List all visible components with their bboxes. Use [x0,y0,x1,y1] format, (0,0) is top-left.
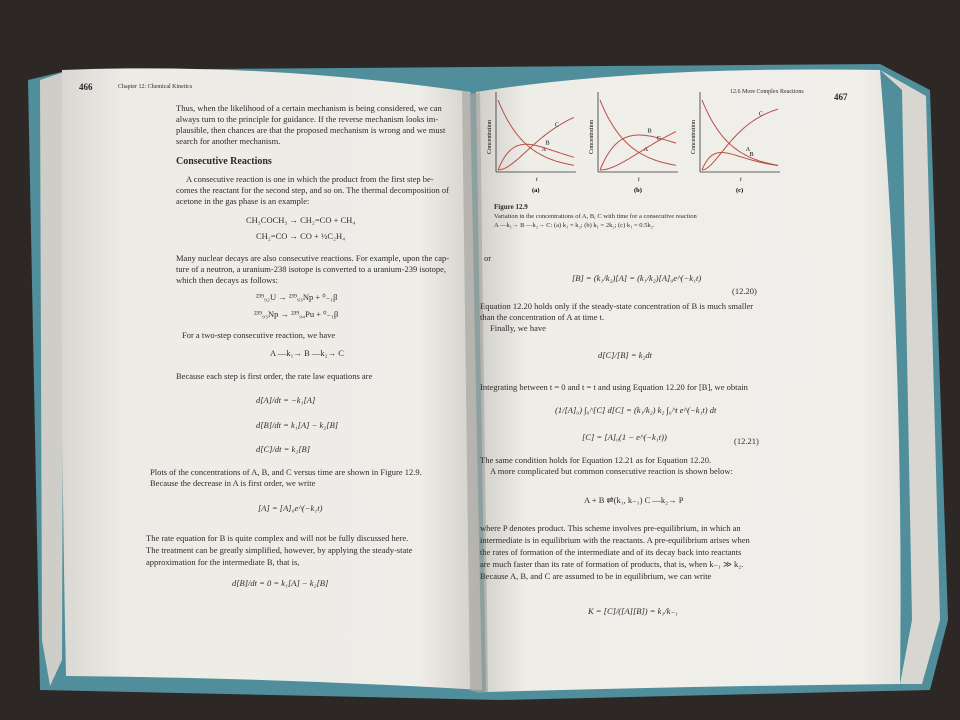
integrating-line: Integrating between t = 0 and t = t and using Equation 12.20 for [B], we obtain [480,382,748,392]
first-order-line: Because each step is first order, the rate law equations are [176,371,373,381]
panel-1-curve-label-C: C [656,135,661,142]
decay-line-3: which then decays as follows: [176,275,278,285]
section-line-3: acetone in the gas phase is an example: [176,196,310,206]
panel-0-curve-label-A: A [541,147,547,154]
holds-line-1: Equation 12.20 holds only if the steady-state concentration of B is much smaller [480,301,754,311]
figure-caption-line-1: Variation in the concentrations of A, B, C with time for a consecutive reaction [494,213,697,220]
panel-1-curve-A [600,100,676,165]
plots-line-2: Because the decrease in A is first order, we write [150,478,316,488]
panel-2-curve-A [702,100,778,165]
panel-1-curve-B [600,135,676,170]
left-running-head: Chapter 12: Chemical Kinetics [118,84,193,90]
page-stack-left [40,72,64,686]
two-step-line: For a two-step consecutive reaction, we have [182,330,336,340]
a-eq: [A] = [A]₀e^(−k₁t) [258,503,323,513]
intro-line-3: plausible, then chances are that the proposed mechanism is wrong and we must [176,125,446,135]
same-condition-line-1: The same condition holds for Equation 12.21 as for Equation 12.20. [480,455,712,465]
rate-b-line-3: approximation for the intermediate B, that is, [146,557,300,567]
pre-line-2: intermediate is in equilibrium with the reactants. A pre-equilibrium arises when [480,535,750,545]
acetone-eq-1: CH₃COCH₃ → CH₂=CO + CH₄ [246,215,356,225]
plots-line-1: Plots of the concentrations of A, B, and C versus time are shown in Figure 12.9. [150,467,422,477]
intro-line-4: search for another mechanism. [176,136,281,146]
pre-line-4: are much faster than its rate of formation of products, that is, when k₋₁ ≫ k₂. [480,559,744,569]
eq-12-20-number: (12.20) [732,286,757,296]
pre-line-3: the rates of formation of the intermediate and of its decay back into reactants [480,547,742,557]
panel-2-curve-label-A: A [745,147,751,154]
panel-0-curve-label-C: C [554,122,559,129]
eq-12-21-number: (12.21) [734,436,759,446]
panel-0-label: (a) [532,187,540,194]
holds-line-2: than the concentration of A at time t. [480,312,605,322]
integral-eq-2: [C] = [A]₀(1 − e^(−k₁t)) [582,432,667,442]
panel-0-curve-A [498,100,574,165]
same-condition-line-2: A more complicated but common consecutive reaction is shown below: [490,466,733,476]
rate-b-line-1: The rate equation for B is quite complex and will not be fully discussed here. [146,533,409,543]
acetone-eq-2: CH₂=CO → CO + ½C₂H₄ [256,231,346,241]
panel-2-curve-B [702,153,778,171]
section-heading: Consecutive Reactions [176,156,272,167]
panel-2-curve-label-C: C [758,111,763,118]
figure-caption-line-2: A —k₁→ B —k₂→ C: (a) k₁ = k₂; (b) k₁ = 2k₂; (c) k₁ = 0.5k₂. [494,222,655,229]
section-line-2: comes the reactant for the second step, and so on. The thermal decomposition of [176,185,449,195]
panel-2-y-label: Concentration [691,120,697,154]
left-page-number: 466 [79,82,93,92]
integral-eq-1: (1/[A]₀) ∫₀^[C] d[C] = (k₁/k₂) k₂ ∫₀^t e^(−k₁t) dt [555,405,717,415]
panel-2-label: (c) [736,187,744,194]
section-line-1: A consecutive reaction is one in which the product from the first step be- [186,174,434,184]
intro-line-1: Thus, when the likelihood of a certain mechanism is being considered, we can [176,103,442,113]
decay-eq-2: ²³⁹₉₃Np → ²³⁹₉₄Pu + ⁰₋₁β [254,309,339,319]
figure-caption-title: Figure 12.9 [494,203,528,211]
panel-1-curve-C [600,132,676,170]
finally-line: Finally, we have [490,323,546,333]
pre-line-1: where P denotes product. This scheme involves pre-equilibrium, in which an [480,523,741,533]
panel-1-y-label: Concentration [589,120,595,154]
figure-12-9 [480,86,780,206]
rate-eq-1: d[A]/dt = −k₁[A] [256,395,316,405]
rate-eq-3: d[C]/dt = k₂[B] [256,444,311,454]
panel-2-curve-C [702,109,778,170]
panel-0-curve-C [498,117,574,170]
pre-line-5: Because A, B, and C are assumed to be in equilibrium, we can write [480,571,712,581]
right-running-head: 12.6 More Complex Reactions [730,89,804,95]
panel-1-label: (b) [634,187,642,194]
panel-1-x-label: t [638,177,640,183]
panel-2-x-label: t [740,177,742,183]
k-eq: K = [C]/([A][B]) = k₁/k₋₁ [588,606,678,616]
panel-0-y-label: Concentration [487,120,493,154]
eq-12-20: [B] = (k₁/k₂)[A] = (k₁/k₂)[A]₀e^(−k₁t) [572,273,702,283]
decay-eq-1: ²³⁹₉₂U → ²³⁹₉₃Np + ⁰₋₁β [256,292,338,302]
right-page-number: 467 [834,92,848,102]
panel-0-curve-label-B: B [545,140,550,147]
pre-equilibrium-eq: A + B ⇌(k₁, k₋₁) C —k₂→ P [584,495,684,505]
decay-line-2: ture of a neutron, a uranium-238 isotope is converted to a uranium-239 isotope, [176,264,447,274]
panel-2-curve-label-B: B [749,151,754,158]
or-word: or [484,253,492,263]
rate-b-line-2: The treatment can be greatly simplified, however, by applying the steady-state [146,545,413,555]
panel-0-x-label: t [536,177,538,183]
decay-line-1: Many nuclear decays are also consecutive reactions. For example, upon the cap- [176,253,450,263]
dc-eq: d[C]/[B] = k₂dt [598,350,653,360]
panel-1-curve-label-B: B [647,128,652,135]
two-step-eq: A —k₁→ B —k₂→ C [270,348,344,358]
intro-line-2: always turn to the principle for guidance. If the reverse mechanism looks im- [176,114,439,124]
panel-1-curve-label-A: A [643,147,649,154]
rate-eq-2: d[B]/dt = k₁[A] − k₂[B] [256,420,339,430]
steady-state-eq: d[B]/dt = 0 = k₁[A] − k₂[B] [232,578,329,588]
